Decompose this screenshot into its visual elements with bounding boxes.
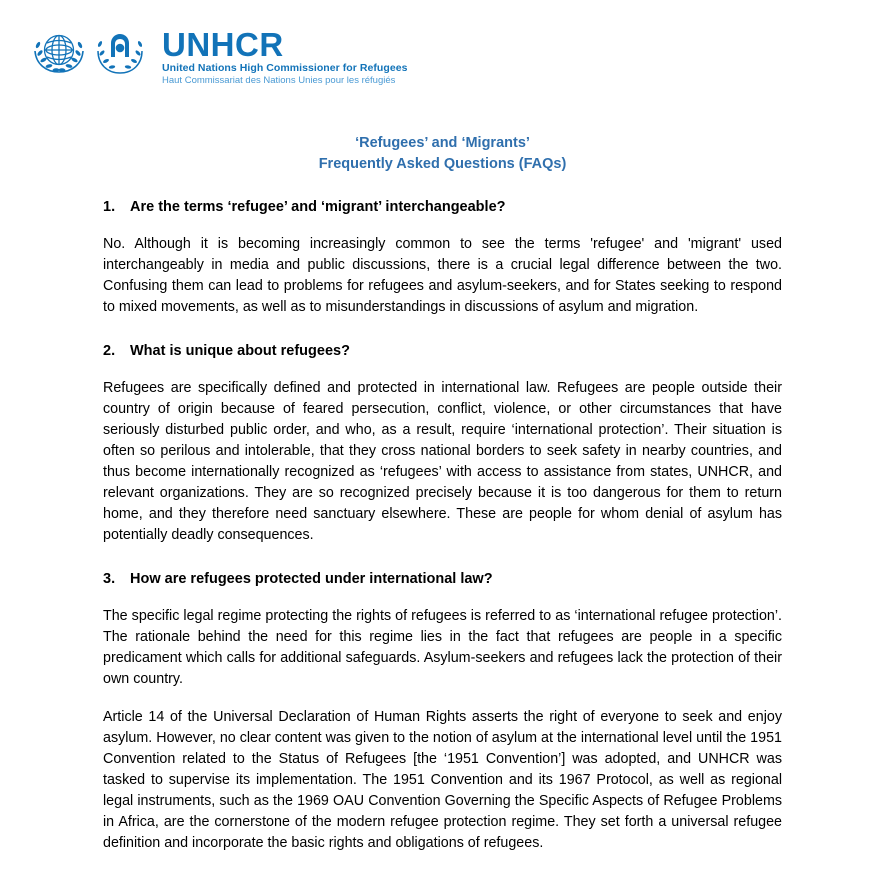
question-number-1: 1. xyxy=(103,199,116,215)
question-heading-1 xyxy=(103,198,782,217)
question-number-3: 3. xyxy=(103,571,116,587)
answer-paragraph-3-1: The specific legal regime protecting the rights of refugees is referred to as ‘international refugee protection’. The rationale behind the need for this regime lies in the fact that refugees are people in a specific predicament which calls for additional safeguards. Asylum-seekers and refugees lack the protection of their own country. xyxy=(103,608,782,687)
page-title-line-1: ‘Refugees’ and ‘Migrants’ xyxy=(355,135,530,151)
page-title xyxy=(103,133,782,174)
answer-paragraph-2-1: Refugees are specifically defined and protected in international law. Refugees are people outside their country of origin because of feared persecution, conflict, violence, or other circumstances that have seriously disturbed public order, and who, as a result, require ‘international protection’. Their situation is often so perilous and intolerable, that they cross national borders to seek safety in nearby countries, and thus become internationally recognized as ‘refugees’ with access to assistance from states, UNHCR, and relevant organizations. They are so recognized precisely because it is too dangerous for them to return home, and they therefore need sanctuary elsewhere. These are people for whom denial of asylum has potentially deadly consequences. xyxy=(103,380,782,543)
page-title-line-2: Frequently Asked Questions (FAQs) xyxy=(318,155,567,172)
logo-wordmark xyxy=(162,26,408,87)
logo-tagline-english: United Nations High Commissioner for Refugees xyxy=(162,62,408,74)
question-text-1: Are the terms ‘refugee’ and ‘migrant’ interchangeable? xyxy=(130,199,506,215)
logo-tagline-french: Haut Commissariat des Nations Unies pour les réfugiés xyxy=(162,75,396,86)
question-text-3: How are refugees protected under international law? xyxy=(130,571,493,587)
logo-emblems xyxy=(30,26,152,78)
question-heading-2 xyxy=(103,342,782,361)
answer-paragraph-3-2: Article 14 of the Universal Declaration of Human Rights asserts the right of everyone to seek and enjoy asylum. However, no clear content was given to the notion of asylum at the international level until the 1951 Convention related to the Status of Refugees [the ‘1951 Convention’] was adopted, and UNHCR was tasked to supervise its implementation. The 1951 Convention and its 1967 Protocol, as well as regional legal instruments, such as the 1969 OAU Convention Governing the Specific Aspects of Refugee Problems in Africa, are the cornerstone of the modern refugee protection regime. They set forth a universal refugee definition and incorporate the basic rights and obligations of refugees. xyxy=(103,709,782,851)
question-heading-3 xyxy=(103,570,782,589)
un-globe-laurel-emblem xyxy=(30,26,88,78)
answer-paragraph-1-1: No. Although it is becoming increasingly common to see the terms 'refugee' and 'migrant' used interchangeably in media and public discussions, there is a crucial legal difference between the two. Confusing them can lead to problems for refugees and asylum-seekers, and for States seeking to respond to mixed movements, as well as to misunderstandings in discussions of asylum and migration. xyxy=(103,236,782,315)
question-text-2: What is unique about refugees? xyxy=(130,343,350,359)
question-number-2: 2. xyxy=(103,343,116,359)
document-header xyxy=(0,0,885,87)
document-body xyxy=(0,133,885,854)
unhcr-hands-shelter-emblem xyxy=(94,26,152,78)
logo-acronym: UNHCR xyxy=(162,26,284,63)
